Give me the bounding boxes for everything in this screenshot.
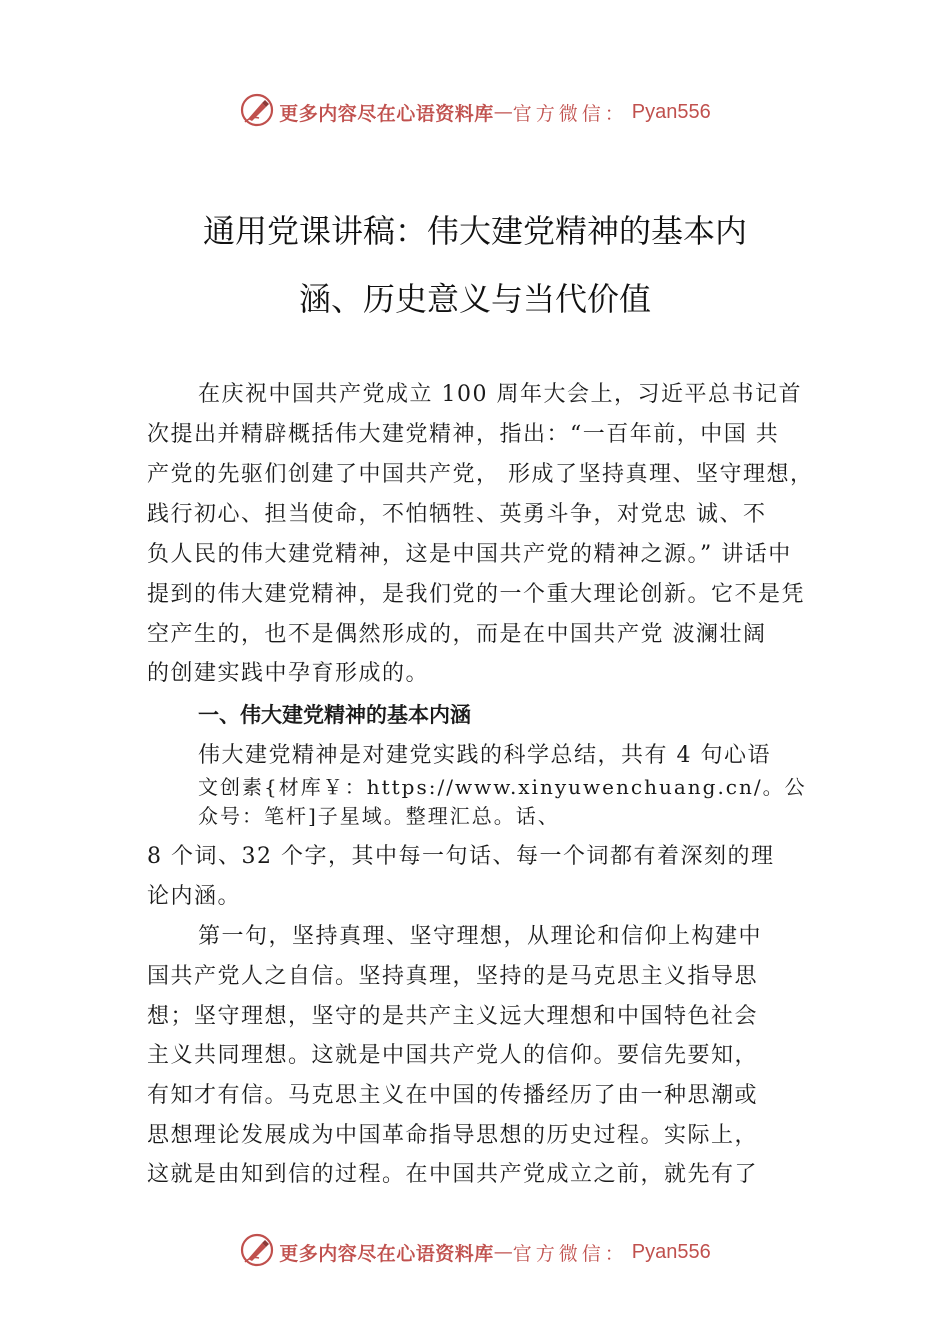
paragraph-line: 8 个词、32 个字，其中每一句话、每一个词都有着深刻的理 (147, 844, 775, 869)
paragraph-line: 众号：笔杆]子星域。整理汇总。话、 (198, 804, 560, 828)
paragraph-line: 提到的伟大建党精神，是我们党的一个重大理论创新。它不是凭 (147, 582, 806, 607)
paragraph-line: 负人民的伟大建党精神，这是中国共产党的精神之源。” 讲话中 (147, 542, 792, 567)
header-banner (0, 92, 950, 132)
paragraph-line: 践行初心、担当使命，不怕牺牲、英勇斗争，对党忠 诚、不 (147, 502, 767, 527)
paragraph-line: 这就是由知到信的过程。在中国共产党成立之前，就先有了 (147, 1162, 759, 1187)
paragraph-line: 有知才有信。马克思主义在中国的传播经历了由一种思潮或 (147, 1083, 759, 1108)
banner-wechat-id: Pyan556 (631, 100, 711, 123)
paragraph-line: 空产生的，也不是偶然形成的，而是在中国共产党 波澜壮阔 (147, 622, 767, 647)
paragraph-line: 国共产党人之自信。坚持真理，坚持的是马克思主义指导思 (147, 964, 759, 989)
footer-banner (0, 1232, 950, 1272)
document-title-line-2: 涵、历史意义与当代价值 (298, 280, 651, 318)
paragraph-line: 次提出并精辟概括伟大建党精神，指出：“一百年前，中国 共 (147, 422, 780, 447)
paragraph-line: 文创素{材库￥：https://www.xinyuwenchuang.cn/。公 (198, 775, 807, 799)
paragraph-line: 思想理论发展成为中国革命指导思想的历史过程。实际上， (147, 1123, 759, 1148)
paragraph-line: 想；坚守理想，坚守的是共产主义远大理想和中国特色社会 (147, 1004, 759, 1029)
banner-colon: ： (604, 1242, 624, 1265)
paragraph-line: 论内涵。 (147, 884, 242, 909)
section-heading: 一、伟大建党精神的基本内涵 (198, 704, 471, 727)
banner-brand-text: 更多内容尽在心语资料库 (279, 102, 494, 125)
banner-brand-text: 更多内容尽在心语资料库 (279, 1242, 494, 1265)
paragraph-line: 的创建实践中孕育形成的。 (147, 661, 430, 686)
banner-wechat-id: Pyan556 (631, 1240, 711, 1263)
document-title-line-1: 通用党课讲稿：伟大建党精神的基本内 (202, 212, 747, 250)
banner-colon: ： (604, 102, 624, 125)
paragraph-line: 第一句，坚持真理、坚守理想，从理论和信仰上构建中 (198, 924, 763, 949)
paragraph-line: 主义共同理想。这就是中国共产党人的信仰。要信先要知， (147, 1043, 759, 1068)
paragraph-line: 产党的先驱们创建了中国共产党， 形成了坚持真理、坚守理想， (147, 462, 814, 487)
pen-logo-icon (239, 1232, 279, 1272)
banner-wechat-label: 官方微信 (512, 1242, 605, 1265)
banner-dash: — (493, 101, 513, 123)
pen-logo-icon (239, 92, 279, 132)
paragraph-line: 在庆祝中国共产党成立 100 周年大会上，习近平总书记首 (198, 382, 802, 407)
banner-wechat-label: 官方微信 (512, 102, 605, 125)
banner-dash: — (493, 1241, 513, 1263)
paragraph-line: 伟大建党精神是对建党实践的科学总结，共有 4 句心语 (198, 743, 771, 768)
